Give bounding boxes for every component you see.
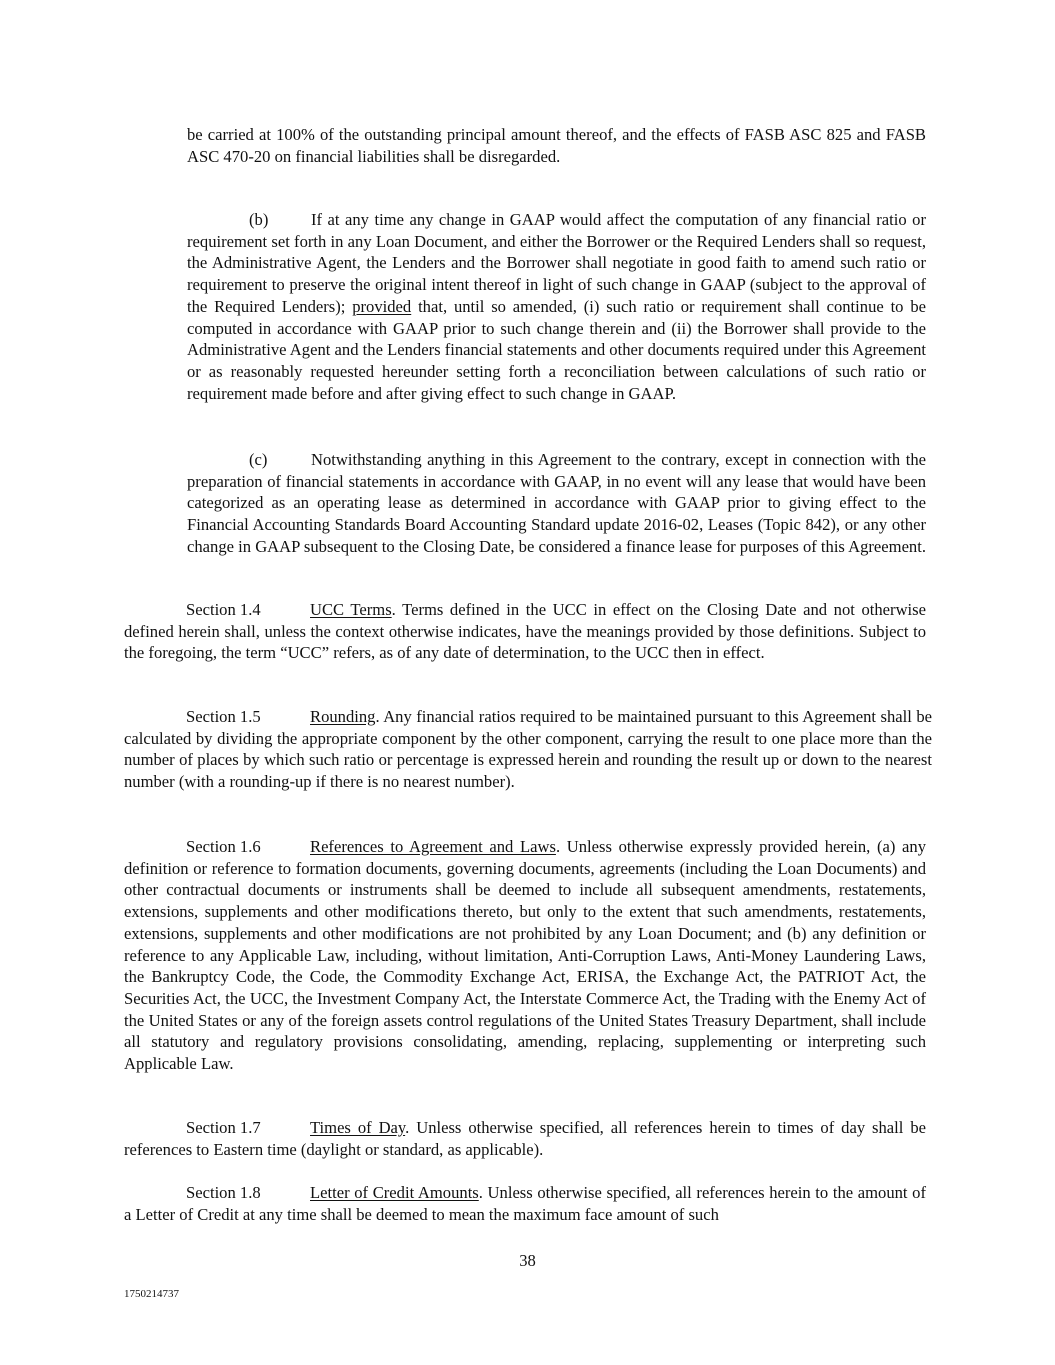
section-text: . Unless otherwise specified, all references herein to times of day shall be references to Eastern time (daylight or standard, as applicable). bbox=[124, 1118, 926, 1159]
paragraph-intro: be carried at 100% of the outstanding principal amount thereof, and the effects of FASB ASC 825 and FASB ASC 470-20 on financial liabilities shall be disregarded. bbox=[187, 125, 926, 166]
paragraph-text: If at any time any change in GAAP would affect the computation of any financial ratio or requirement set forth in any Loan Document, and either the Borrower or the Required Lenders shall so request, the Administrative Agent, the Lenders and the Borrower shall negotiate in good faith to amend such ratio or requirement to preserve the original intent thereof in light of such change in GAAP (subject to the approval of the Required Lenders); bbox=[187, 210, 926, 316]
section-title: Letter of Credit Amounts bbox=[310, 1183, 479, 1202]
paragraph-text: that, until so amended, (i) such ratio or requirement shall continue to be computed in accordance with GAAP prior to such change therein and (ii) the Borrower shall provide to the Administrative Agent and the Lenders financial statements and other documents required under this Agreement or as reasonably requested hereunder setting forth a reconciliation between calculations of such ratio or requirement made before and after giving effect to such change in GAAP. bbox=[187, 296, 926, 403]
section-text: . Any financial ratios required to be maintained pursuant to this Agreement shall be calculated by dividing the appropriate component by the other component, carrying the result to one place more than the number of places by which such ratio or percentage is expressed herein and rounding the result up or down to the nearest number (with a rounding-up if there is no nearest number). bbox=[124, 707, 932, 792]
section-title: References to Agreement and Laws bbox=[310, 837, 556, 856]
paragraph-b bbox=[187, 209, 926, 404]
section-1-4 bbox=[124, 599, 926, 664]
section-number: Section 1.4 bbox=[186, 600, 261, 619]
section-1-8 bbox=[124, 1182, 926, 1225]
section-title: UCC Terms bbox=[310, 600, 392, 619]
paragraph-label: (c) bbox=[249, 450, 268, 469]
section-1-5 bbox=[124, 706, 932, 793]
section-number: Section 1.7 bbox=[186, 1118, 261, 1137]
document-id: 1750214737 bbox=[124, 1288, 179, 1300]
provided-term: provided bbox=[352, 296, 412, 316]
section-text: . Unless otherwise expressly provided herein, (a) any definition or reference to formation documents, governing documents, agreements (including the Loan Documents) and other contractual documents or instruments shall be deemed to include all subsequent amendments, restatements, extensions, supplements and other modifications thereto, but only to the extent that such amendments, restatements, extensions, supplements and other modifications are not prohibited by any Loan Document; and (b) any definition or reference to any Applicable Law, including, without limitation, Anti-Corruption Laws, Anti-Money Laundering Laws, the Bankruptcy Code, the Code, the Commodity Exchange Act, ERISA, the Exchange Act, the PATRIOT Act, the Securities Act, the UCC, the Investment Company Act, the Interstate Commerce Act, the Trading with the Enemy Act of the United States or any of the foreign assets control regulations of the United States Treasury Department, shall include all statutory and regulatory provisions consolidating, amending, replacing, supplementing or interpreting such Applicable Law. bbox=[124, 837, 926, 1074]
paragraph-label: (b) bbox=[249, 210, 269, 229]
section-number: Section 1.6 bbox=[186, 837, 261, 856]
section-title: Rounding bbox=[310, 707, 376, 726]
section-title: Times of Day bbox=[310, 1118, 406, 1137]
section-1-7 bbox=[124, 1117, 926, 1160]
paragraph-c bbox=[187, 449, 926, 558]
section-number: Section 1.5 bbox=[186, 707, 261, 726]
paragraph-text: Notwithstanding anything in this Agreement to the contrary, except in connection with the preparation of financial statements in accordance with GAAP, in no event will any lease that would have been categorized as an operating lease as determined in accordance with GAAP prior to giving effect to the Financial Accounting Standards Board Accounting Standard update 2016-02, Leases (Topic 842), or any other change in GAAP subsequent to the Closing Date, be considered a finance lease for purposes of this Agreement. bbox=[187, 450, 926, 556]
page-number: 38 bbox=[519, 1251, 536, 1270]
section-text: . Terms defined in the UCC in effect on the Closing Date and not otherwise defined herein shall, unless the context otherwise indicates, have the meanings provided by those definitions. Subject to the foregoing, the term “UCC” refers, as of any date of determination, to the UCC then in effect. bbox=[124, 600, 926, 663]
section-1-6 bbox=[124, 836, 926, 1075]
section-text: . Unless otherwise specified, all references herein to the amount of a Letter of Credit at any time shall be deemed to mean the maximum face amount of such bbox=[124, 1183, 926, 1224]
section-number: Section 1.8 bbox=[186, 1183, 261, 1202]
